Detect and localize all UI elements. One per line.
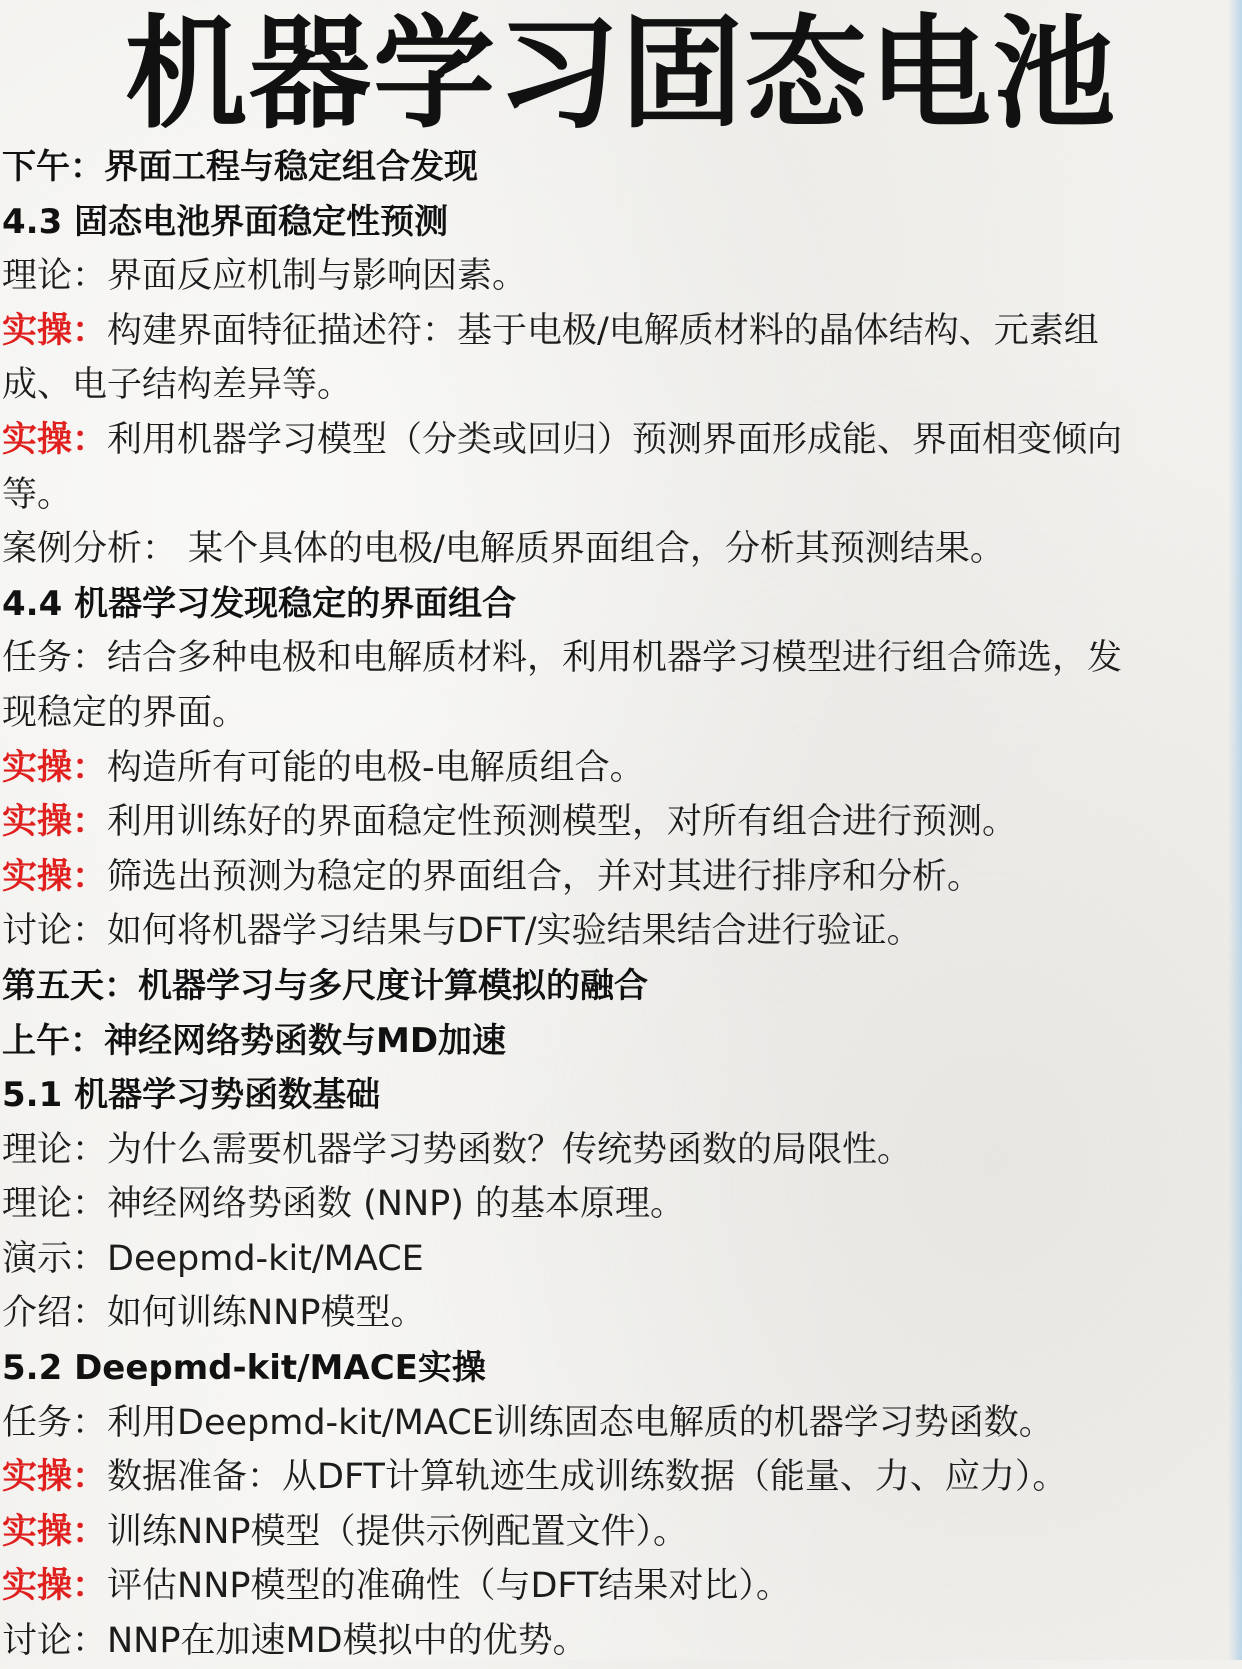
text-line	[0, 1450, 1242, 1505]
text-line	[0, 904, 1242, 959]
line-text: 介绍：如何训练NNP模型。	[2, 1293, 426, 1334]
text-line	[0, 413, 1242, 468]
line-text: 讨论：NNP在加速MD模拟中的优势。	[2, 1621, 588, 1662]
line-text: 利用机器学习模型（分类或回归）预测界面形成能、界面相变倾向	[107, 419, 1123, 460]
line-text: 训练NNP模型（提供示例配置文件）。	[107, 1511, 688, 1552]
practice-label: 实操：	[2, 419, 108, 460]
syllabus-content	[0, 140, 1242, 1669]
practice-label: 实操：	[2, 1511, 108, 1552]
text-line	[0, 304, 1242, 359]
line-text: 案例分析： 某个具体的电极/电解质界面组合，分析其预测结果。	[2, 529, 1005, 570]
line-text: 筛选出预测为稳定的界面组合，并对其进行排序和分析。	[107, 856, 983, 897]
line-text: 成、电子结构差异等。	[2, 365, 353, 406]
line-text: 理论：界面反应机制与影响因素。	[2, 256, 528, 297]
line-text: 上午：神经网络势函数与MD加速	[2, 1020, 507, 1061]
line-text: 现稳定的界面。	[2, 692, 248, 733]
line-text: 等。	[2, 474, 73, 515]
line-text: 下午：界面工程与稳定组合发现	[2, 147, 478, 187]
practice-label: 实操：	[2, 747, 108, 788]
text-line	[0, 1559, 1242, 1614]
practice-label: 实操：	[2, 1566, 108, 1607]
line-text: 理论：为什么需要机器学习势函数？传统势函数的局限性。	[2, 1129, 913, 1170]
text-line	[0, 522, 1242, 577]
line-text: 数据准备：从DFT计算轨迹生成训练数据（能量、力、应力）。	[107, 1457, 1068, 1498]
line-text: 理论：神经网络势函数 (NNP) 的基本原理。	[2, 1184, 686, 1225]
practice-label: 实操：	[2, 1457, 108, 1498]
text-line	[0, 1614, 1242, 1669]
text-line	[0, 1177, 1242, 1232]
text-line	[0, 795, 1242, 850]
section-heading	[0, 959, 1242, 1014]
section-heading	[0, 577, 1242, 632]
line-text: 任务：利用Deepmd-kit/MACE训练固态电解质的机器学习势函数。	[2, 1402, 1054, 1443]
practice-label: 实操：	[2, 802, 108, 843]
section-heading	[0, 1014, 1242, 1069]
text-line	[0, 741, 1242, 796]
line-text: 评估NNP模型的准确性（与DFT结果对比）。	[107, 1566, 791, 1607]
text-line	[0, 1232, 1242, 1287]
text-line	[0, 249, 1242, 304]
section-heading	[0, 1341, 1242, 1396]
line-text: 第五天：机器学习与多尺度计算模拟的融合	[2, 965, 648, 1006]
text-line	[0, 1123, 1242, 1178]
text-line	[0, 631, 1242, 686]
section-heading	[0, 140, 1242, 195]
text-line	[0, 468, 1242, 523]
text-line	[0, 1396, 1242, 1451]
line-text: 5.2 Deepmd-kit/MACE实操	[2, 1348, 486, 1389]
line-text: 构造所有可能的电极-电解质组合。	[107, 747, 645, 788]
line-text: 讨论：如何将机器学习结果与DFT/实验结果结合进行验证。	[2, 911, 922, 952]
line-text: 构建界面特征描述符：基于电极/电解质材料的晶体结构、元素组	[107, 310, 1099, 351]
text-line	[0, 358, 1242, 413]
text-line	[0, 686, 1242, 741]
line-text: 4.3 固态电池界面稳定性预测	[2, 201, 449, 242]
text-line	[0, 1505, 1242, 1560]
section-heading	[0, 1068, 1242, 1123]
text-line	[0, 850, 1242, 905]
line-text: 5.1 机器学习势函数基础	[2, 1075, 381, 1116]
text-line	[0, 1286, 1242, 1341]
practice-label: 实操：	[2, 856, 108, 897]
line-text: 演示：Deepmd-kit/MACE	[2, 1238, 424, 1279]
line-text: 任务：结合多种电极和电解质材料，利用机器学习模型进行组合筛选，发	[2, 638, 1123, 679]
page-title: 机器学习固态电池	[125, 3, 1117, 145]
practice-label: 实操：	[2, 310, 108, 351]
line-text: 4.4 机器学习发现稳定的界面组合	[2, 583, 517, 624]
line-text: 利用训练好的界面稳定性预测模型，对所有组合进行预测。	[107, 802, 1018, 843]
section-heading	[0, 195, 1242, 250]
